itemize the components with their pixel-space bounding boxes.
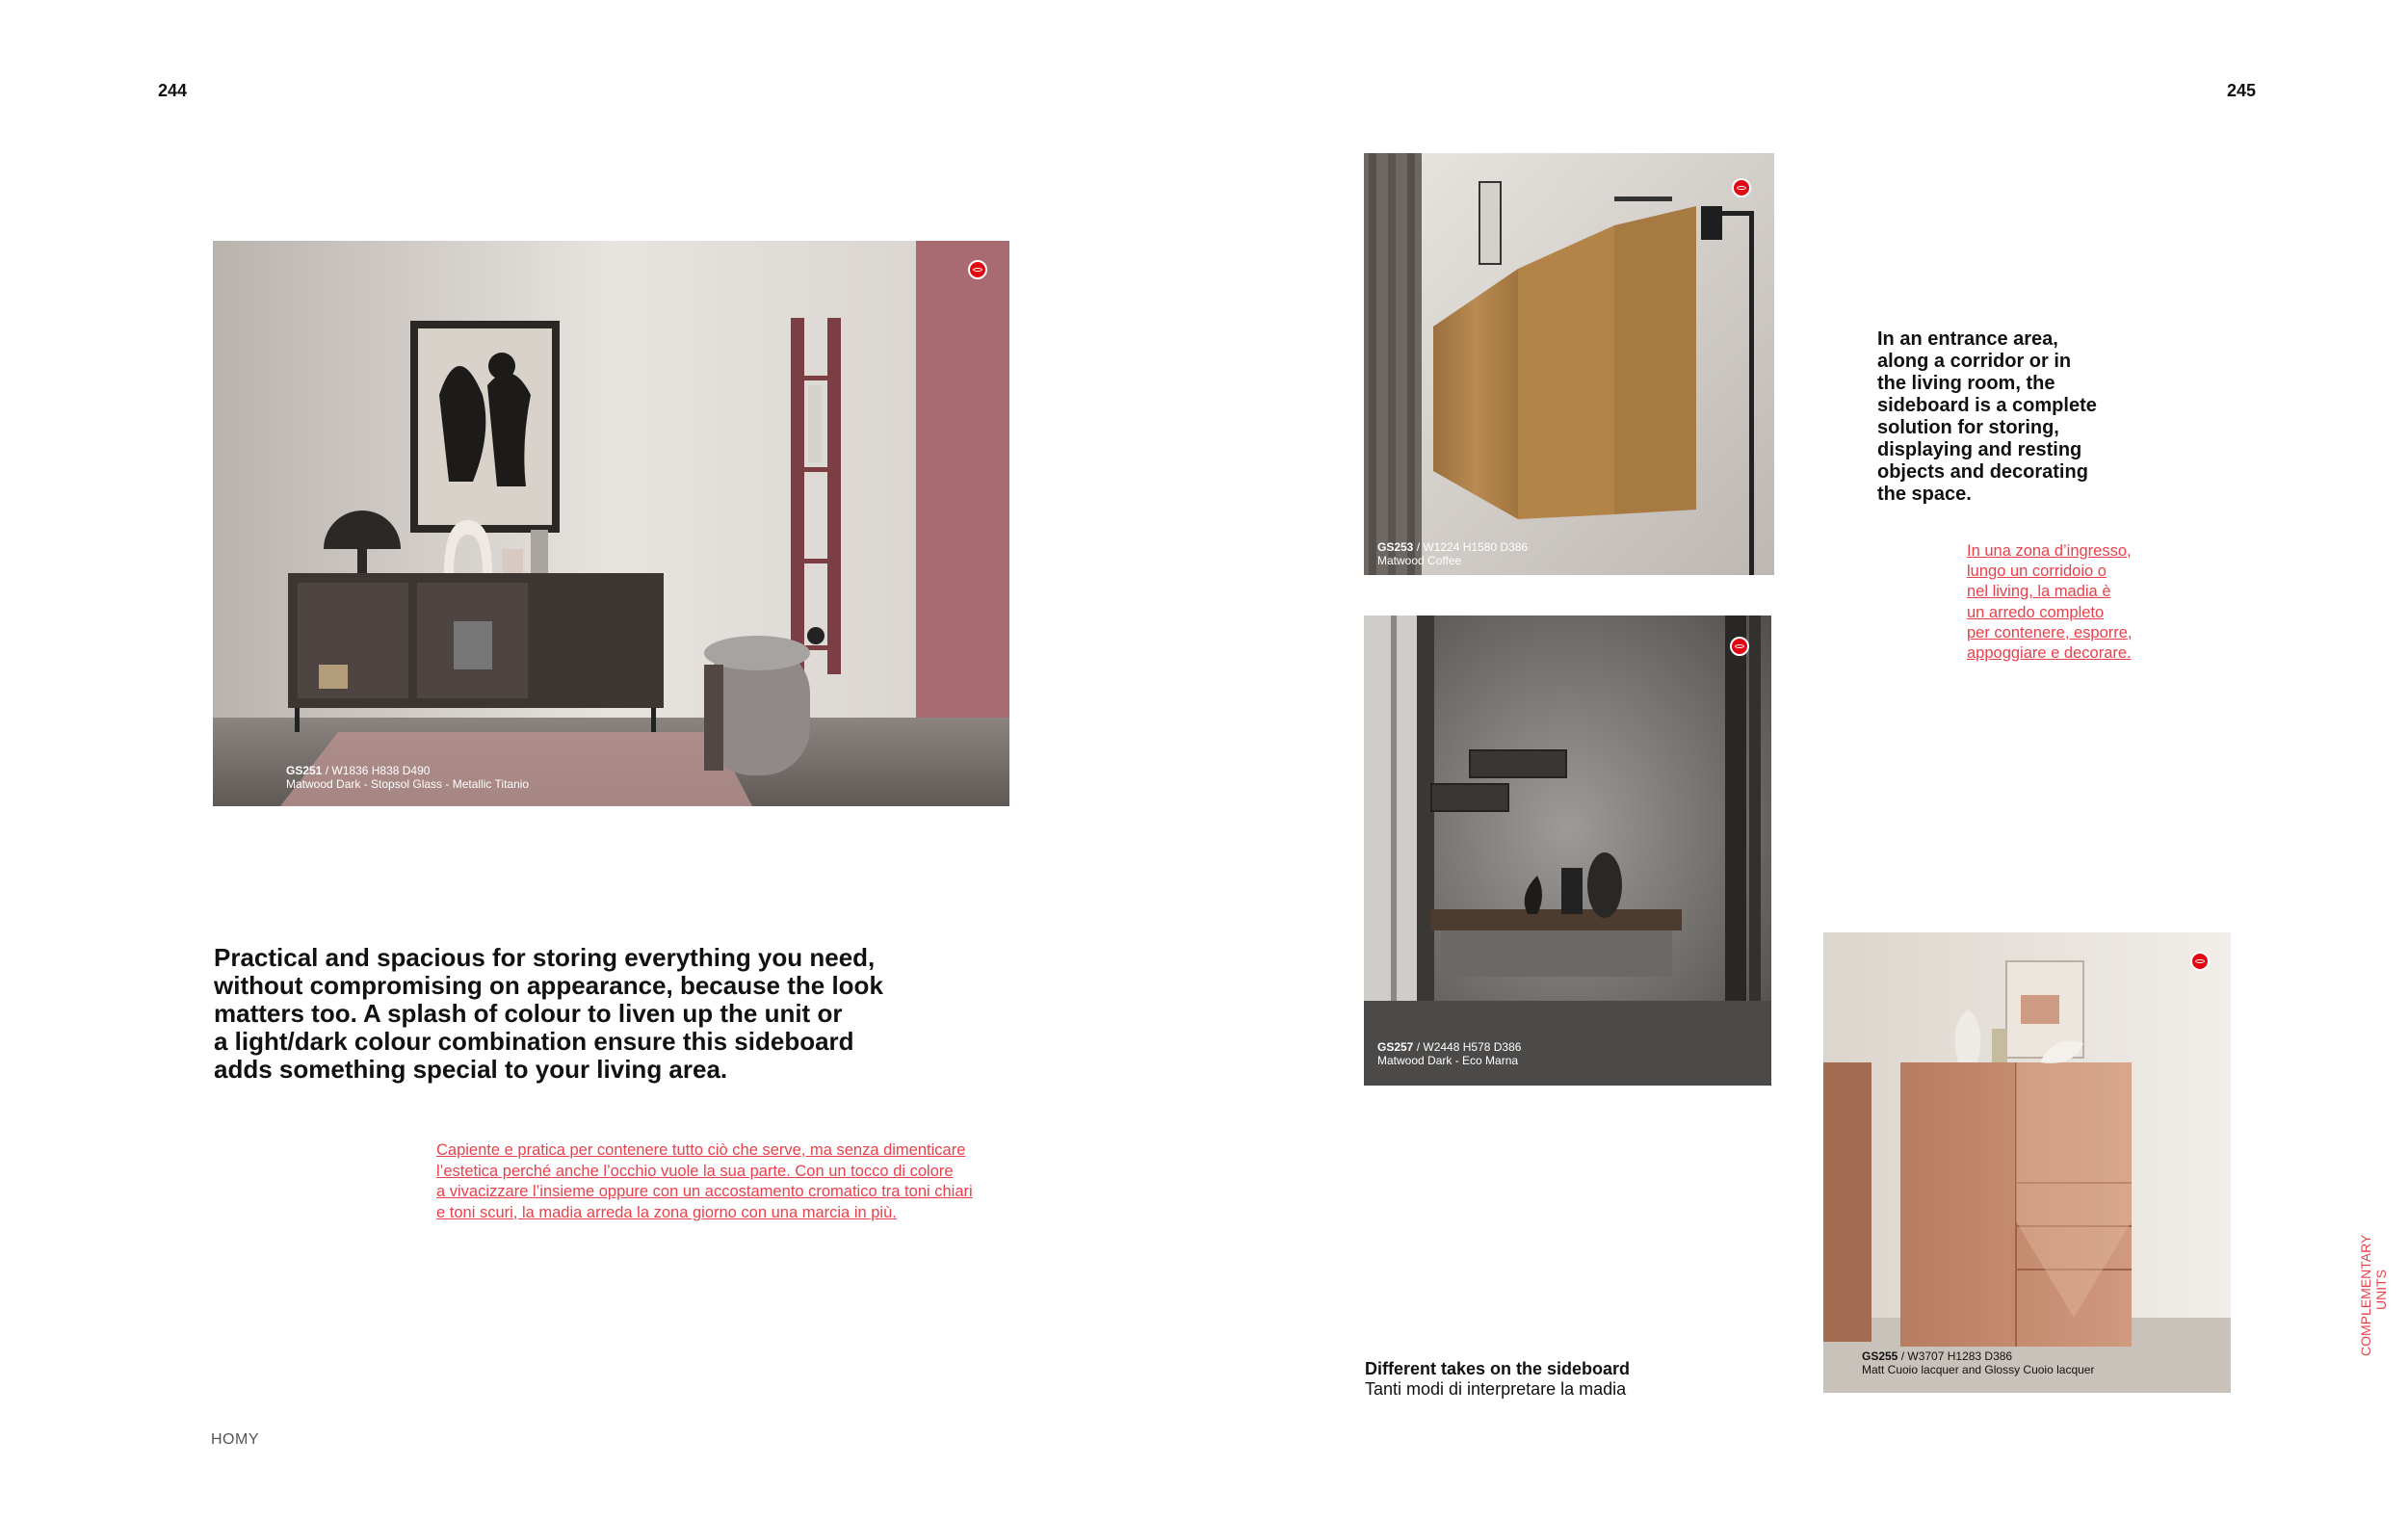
side-tab-line: COMPLEMENTARY (2358, 1234, 2373, 1356)
photo-gs255 (1823, 932, 2231, 1393)
headline-line: adds something special to your living area. (214, 1055, 728, 1084)
italian-line: lungo un corridoio o (1967, 563, 2107, 581)
product-finish: Matwood Coffee (1377, 554, 1462, 567)
headline-line: without compromising on appearance, because the look (214, 971, 883, 1000)
product-code: GS257 (1377, 1040, 1414, 1054)
product-dimensions: / W2448 H578 D386 (1416, 1040, 1522, 1054)
product-code: GS255 (1862, 1349, 1898, 1363)
brand-badge-icon (1732, 178, 1751, 197)
italian-line: appoggiare e decorare. (1967, 644, 2132, 663)
italian-line: Capiente e pratica per contenere tutto ciò che serve, ma senza dimenticare (436, 1141, 966, 1159)
left-headline (214, 944, 883, 1084)
bottom-caption (1365, 1359, 1630, 1400)
right-page-number: 245 (2227, 81, 2257, 100)
italian-line: a vivacizzare l’insieme oppure con un accostamento cromatico tra toni chiari (436, 1183, 973, 1200)
product-dimensions: / W3707 H1283 D386 (1900, 1349, 2013, 1363)
headline-line: the living room, the (1877, 373, 2055, 394)
product-dimensions: / W1224 H1580 D386 (1416, 540, 1529, 554)
headline-line: matters too. A splash of colour to liven up the unit or (214, 999, 843, 1028)
photo-gs251-caption (286, 764, 529, 791)
headline-line: sideboard is a complete (1877, 395, 2097, 416)
product-finish: Matt Cuoio lacquer and Glossy Cuoio lacquer (1862, 1363, 2095, 1376)
photo-gs253 (1364, 153, 1774, 575)
headline-line: displaying and resting (1877, 439, 2082, 460)
headline-line: In an entrance area, (1877, 328, 2058, 350)
photo-gs253-image (1364, 153, 1774, 575)
right-headline (1877, 328, 2097, 506)
left-page-number: 244 (158, 81, 188, 100)
photo-gs251 (213, 241, 1009, 806)
italian-line: e toni scuri, la madia arreda la zona giorno con una marcia in più. (436, 1203, 897, 1221)
photo-gs257-image (1364, 615, 1771, 1086)
left-italian-text (436, 1140, 973, 1223)
italian-line: In una zona d’ingresso, (1967, 542, 2132, 560)
italian-line: nel living, la madia è (1967, 583, 2111, 601)
photo-gs253-caption (1377, 540, 1528, 567)
brand-badge-icon (1730, 637, 1749, 656)
photo-gs257-caption (1377, 1040, 1521, 1067)
photo-gs257 (1364, 615, 1771, 1086)
side-section-tab (2358, 1235, 2389, 1356)
photo-gs255-caption (1862, 1349, 2094, 1376)
headline-line: a light/dark colour combination ensure this sideboard (214, 1027, 854, 1056)
headline-line: Practical and spacious for storing everything you need, (214, 943, 876, 972)
side-tab-line: UNITS (2373, 1270, 2389, 1310)
product-code: GS253 (1377, 540, 1414, 554)
product-dimensions: / W1836 H838 D490 (325, 764, 431, 777)
brand-badge-icon (2190, 952, 2210, 971)
right-italian-text (1967, 541, 2133, 664)
headline-line: along a corridor or in (1877, 351, 2072, 372)
photo-gs251-image (213, 241, 1009, 806)
photo-gs255-image (1823, 932, 2231, 1393)
headline-line: solution for storing, (1877, 417, 2059, 438)
bottom-caption-subtitle: Tanti modi di interpretare la madia (1365, 1379, 1627, 1399)
italian-line: per contenere, esporre, (1967, 623, 2133, 642)
product-finish: Matwood Dark - Stopsol Glass - Metallic Titanio (286, 777, 530, 791)
product-code: GS251 (286, 764, 323, 777)
italian-line: un arredo completo (1967, 603, 2105, 621)
italian-line: l’estetica perché anche l’occhio vuole la sua parte. Con un tocco di colore (436, 1162, 954, 1180)
product-finish: Matwood Dark - Eco Marna (1377, 1054, 1519, 1067)
brand-footer: HOMY (211, 1431, 259, 1448)
brand-badge-icon (968, 260, 987, 279)
headline-line: the space. (1877, 484, 1972, 505)
bottom-caption-title: Different takes on the sideboard (1365, 1359, 1631, 1378)
headline-line: objects and decorating (1877, 461, 2088, 483)
